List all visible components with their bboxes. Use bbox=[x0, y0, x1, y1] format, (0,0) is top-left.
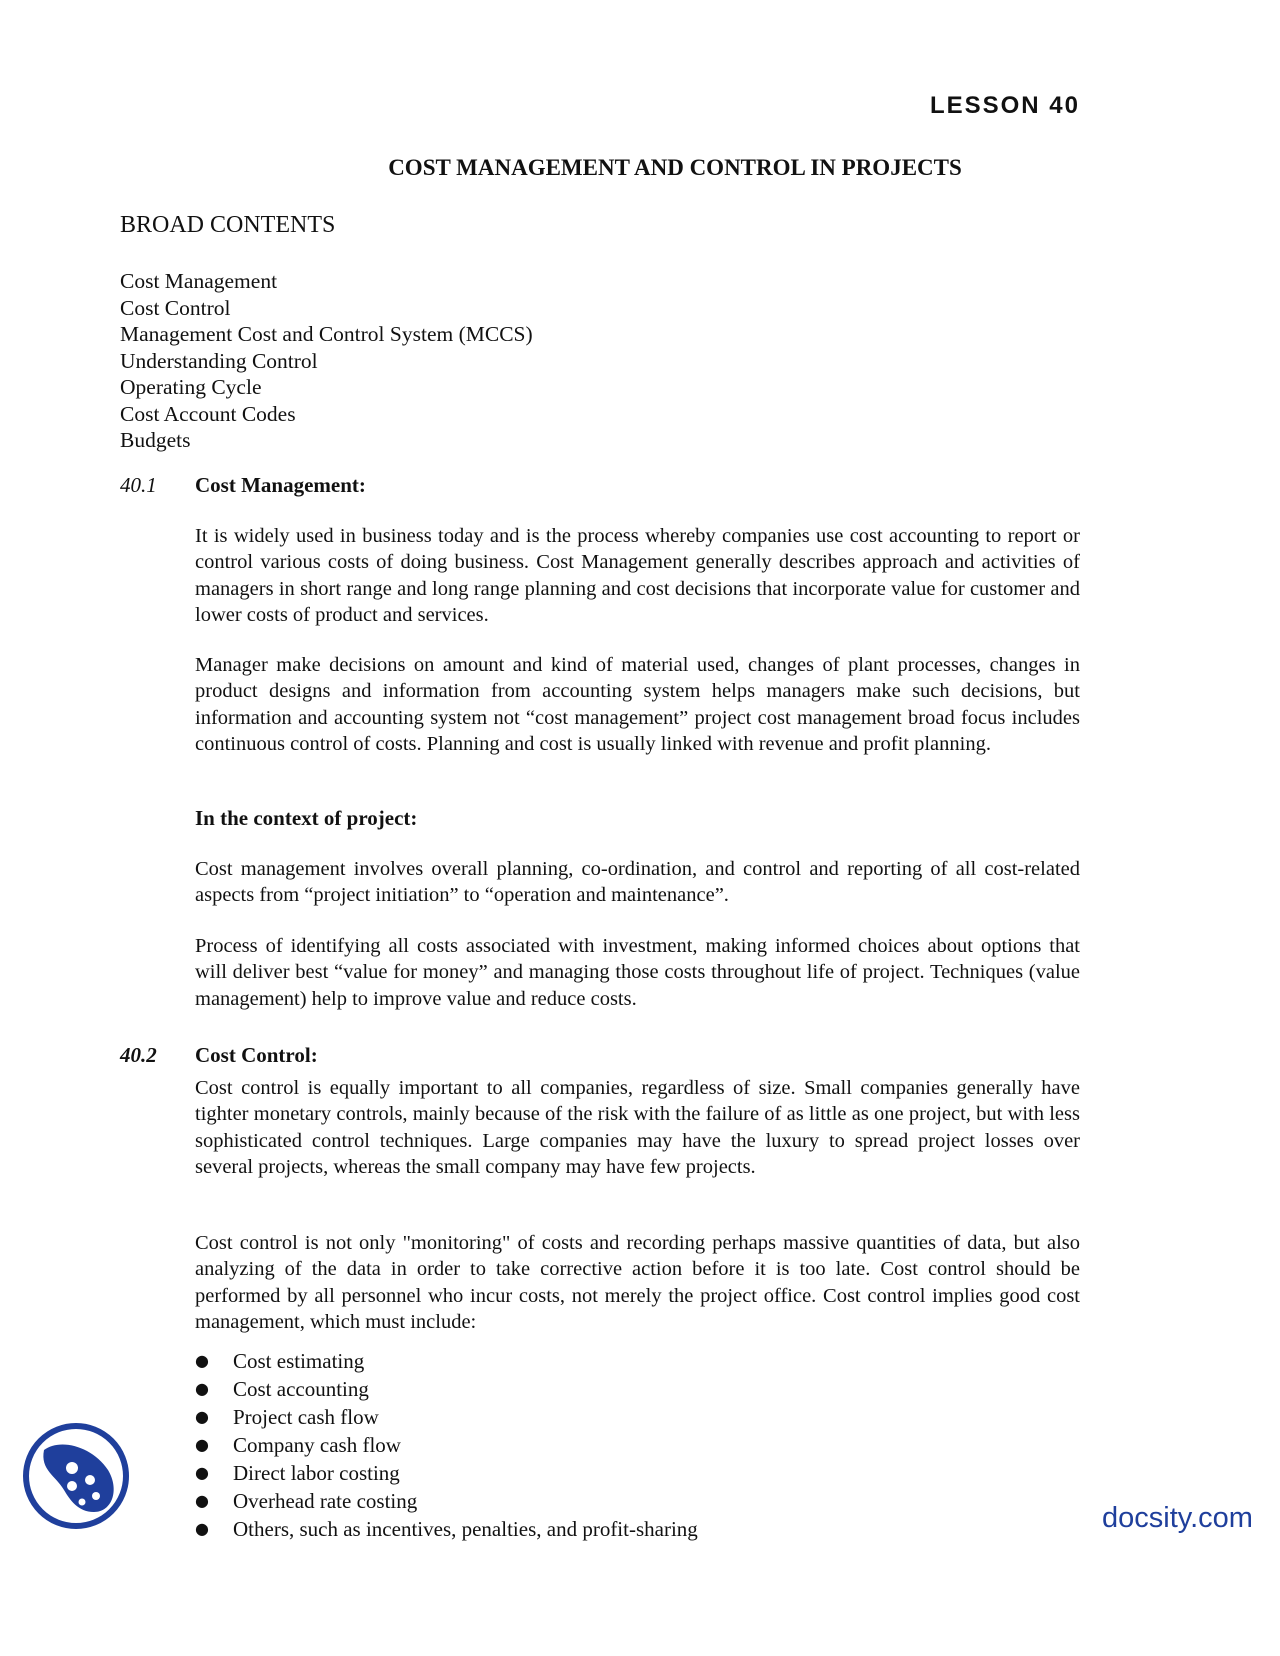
bullet-icon: ● bbox=[195, 1491, 209, 1510]
paragraph: Cost control is not only "monitoring" of costs and recording perhaps massive quantities of data, but also analyzing of the data in order to take corrective action before it is too late. Cost control should be performed by all personnel who incur costs, not merely the project office. Cost control implies good cost management, which must include: bbox=[195, 1232, 1080, 1333]
subsection-heading: In the context of project: bbox=[195, 806, 418, 830]
paragraph: It is widely used in business today and is the process whereby companies use cost accounting to report or control various costs of doing business. Cost Management generally describes approach and activities of managers in short range and long range planning and cost decisions that incorporate value for customer and lower costs of product and services. bbox=[195, 525, 1080, 626]
bullet-icon: ● bbox=[195, 1519, 209, 1538]
bullet-icon: ● bbox=[195, 1351, 209, 1370]
paragraph: Process of identifying all costs associated with investment, making informed choices about options that will deliver best “value for money” and managing those costs throughout life of project. Techniques (value management) help to improve value and reduce costs. bbox=[195, 935, 1080, 1010]
section-number: 40.2 bbox=[120, 1043, 157, 1067]
bullet-icon: ● bbox=[195, 1435, 209, 1454]
list-item: ● Company cash flow bbox=[195, 1433, 401, 1457]
contents-item: Cost Management bbox=[120, 269, 278, 293]
section-heading: Cost Management: bbox=[195, 473, 366, 497]
contents-item: Understanding Control bbox=[120, 348, 318, 373]
contents-item: Cost Control bbox=[120, 295, 231, 320]
paragraph: Cost management involves overall planning, co-ordination, and control and reporting of all cost-related aspects from “project initiation” to “operation and maintenance”. bbox=[195, 858, 1080, 907]
broad-contents-heading: BROAD CONTENTS bbox=[120, 212, 336, 238]
bullet-icon: ● bbox=[195, 1407, 209, 1426]
bullet-list bbox=[195, 1347, 698, 1543]
page-title: COST MANAGEMENT AND CONTROL IN PROJECTS bbox=[388, 155, 962, 180]
section-heading: Cost Control: bbox=[195, 1043, 318, 1067]
bullet-icon: ● bbox=[195, 1463, 209, 1482]
paragraph: Cost control is equally important to all companies, regardless of size. Small companies generally have tighter monetary controls, mainly because of the risk with the failure of as little as one project, but with less sophisticated control techniques. Large companies may have the luxury to spread project losses over several projects, whereas the small company may have few projects. bbox=[195, 1077, 1080, 1178]
contents-item: Operating Cycle bbox=[120, 375, 262, 399]
section-number: 40.1 bbox=[120, 473, 157, 497]
list-item: ● Project cash flow bbox=[195, 1405, 379, 1429]
paragraph: Manager make decisions on amount and kind of material used, changes of plant processes, changes in product designs and information from accounting system helps managers make such decisions, but information and accounting system not “cost management” project cost management broad focus includes continuous control of costs. Planning and cost is usually linked with revenue and profit planning. bbox=[195, 654, 1080, 755]
bullet-icon: ● bbox=[195, 1379, 209, 1398]
docsity-brand-link[interactable]: docsity.com bbox=[1102, 1502, 1253, 1534]
list-item: ● Overhead rate costing bbox=[195, 1489, 418, 1513]
broad-contents-list bbox=[120, 268, 533, 454]
contents-item: Cost Account Codes bbox=[120, 401, 296, 426]
contents-item: Management Cost and Control System (MCCS) bbox=[120, 322, 533, 346]
lesson-label: LESSON 40 bbox=[929, 92, 1080, 119]
list-item: ● Cost accounting bbox=[195, 1377, 369, 1401]
docsity-logo-icon bbox=[20, 1420, 132, 1532]
list-item: ● Cost estimating bbox=[195, 1349, 365, 1373]
contents-item: Budgets bbox=[120, 428, 191, 452]
list-item: ● Others, such as incentives, penalties, and profit-sharing bbox=[195, 1517, 698, 1541]
list-item: ● Direct labor costing bbox=[195, 1461, 400, 1485]
